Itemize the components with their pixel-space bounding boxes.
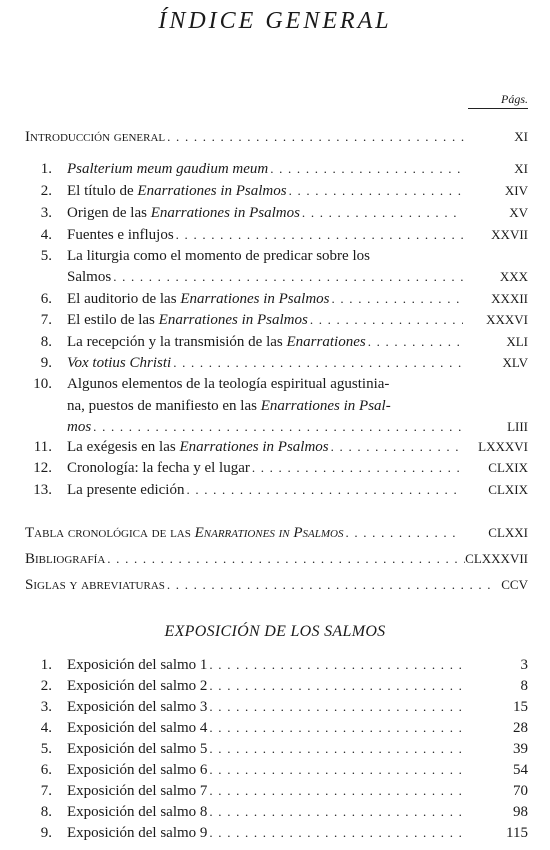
- leader-dots: [310, 310, 463, 330]
- entry-title: El estilo de las Enarrationes in Psalmos: [67, 312, 308, 328]
- leader-dots: [270, 159, 463, 179]
- entry-title: Tabla cronológica de las Enarrationes in Psalmos: [25, 525, 344, 541]
- leader-dots: [176, 225, 463, 245]
- toc-row: [0, 225, 550, 245]
- entry-title: Exposición del salmo 4: [67, 720, 208, 736]
- toc-entry: [67, 823, 463, 843]
- entry-title: Bibliografía: [25, 551, 106, 567]
- toc-row: [0, 289, 550, 309]
- toc-row: [0, 458, 550, 478]
- entry-number: 13.: [33, 482, 52, 498]
- leader-dots: [302, 203, 463, 223]
- entry-number: 1.: [40, 161, 52, 177]
- toc-entry: [67, 437, 463, 457]
- toc-entry: [25, 127, 465, 147]
- toc-entry: [67, 760, 463, 780]
- entry-title-line: na, puestos de manifiesto en las Enarrationes in Psal-: [67, 398, 391, 414]
- entry-title: Siglas y abreviaturas: [25, 577, 165, 593]
- entry-number: 8.: [40, 334, 52, 350]
- toc-entry: [67, 159, 463, 179]
- page-number: 15: [513, 699, 528, 715]
- page-number: CLXIX: [488, 460, 528, 475]
- toc-row: [0, 697, 550, 717]
- leader-dots: [167, 127, 465, 147]
- entry-number: 5.: [40, 741, 52, 757]
- toc-row: [0, 353, 550, 373]
- entry-title: Exposición del salmo 6: [67, 762, 208, 778]
- entry-title: Salmos: [67, 269, 112, 285]
- page-number: CLXXXVII: [465, 551, 528, 566]
- entry-title: Vox totius Christi: [67, 355, 172, 371]
- leader-dots: [368, 332, 463, 352]
- toc-row: [0, 718, 550, 738]
- toc-row: [0, 159, 550, 179]
- page-number: XLI: [506, 334, 528, 349]
- entry-number: 12.: [33, 460, 52, 476]
- entry-number: 4.: [40, 227, 52, 243]
- entry-number: 2.: [40, 183, 52, 199]
- leader-dots: [93, 417, 463, 437]
- leader-dots: [209, 676, 463, 696]
- page-number: 70: [513, 783, 528, 799]
- leader-dots: [209, 655, 463, 675]
- toc-row: [0, 332, 550, 352]
- entry-title: mos: [67, 419, 92, 435]
- toc-intro-row: [0, 127, 550, 147]
- toc-row: [0, 823, 550, 843]
- leader-dots: [209, 760, 463, 780]
- entry-title: Cronología: la fecha y el lugar: [67, 460, 250, 476]
- toc-entry: [67, 676, 463, 696]
- page-number: XXXVI: [486, 312, 528, 327]
- toc-row: [0, 246, 550, 266]
- toc-entry: [67, 655, 463, 675]
- page-number: LXXXVI: [478, 439, 528, 454]
- page-number: XLV: [502, 355, 528, 370]
- page-number: XXX: [499, 269, 528, 284]
- page-number: XIV: [504, 183, 528, 198]
- entry-title: La presente edición: [67, 482, 185, 498]
- toc-entry: [67, 353, 463, 373]
- entry-title: Fuentes e influjos: [67, 227, 174, 243]
- entry-number: 9.: [40, 825, 52, 841]
- page-number: CLXXI: [488, 525, 528, 540]
- entry-number: 9.: [40, 355, 52, 371]
- leader-dots: [113, 267, 463, 287]
- page-number: CCV: [501, 577, 528, 592]
- entry-number: 3.: [40, 205, 52, 221]
- entry-title: Origen de las Enarrationes in Psalmos: [67, 205, 300, 221]
- entry-number: 6.: [40, 762, 52, 778]
- toc-row: [0, 480, 550, 500]
- page-number: 39: [513, 741, 528, 757]
- page-number: CLXIX: [488, 482, 528, 497]
- toc-entry: [67, 332, 463, 352]
- pages-column-label: Págs.: [468, 92, 528, 109]
- leader-dots: [209, 802, 463, 822]
- entry-number: 6.: [40, 291, 52, 307]
- entry-number: 1.: [40, 657, 52, 673]
- page-number: 28: [513, 720, 528, 736]
- toc-entry: [67, 203, 463, 223]
- leader-dots: [173, 353, 463, 373]
- intro-label: Introducción general: [25, 129, 166, 145]
- toc-row-continuation: [0, 396, 550, 416]
- page-title: ÍNDICE GENERAL: [158, 8, 392, 34]
- toc-backmatter-row: [0, 523, 550, 543]
- toc-row: [0, 655, 550, 675]
- toc-entry: [67, 310, 463, 330]
- toc-row: [0, 781, 550, 801]
- toc-row: [0, 739, 550, 759]
- toc-entry: [67, 267, 463, 287]
- entry-number: 4.: [40, 720, 52, 736]
- leader-dots: [209, 718, 463, 738]
- toc-entry: [67, 225, 463, 245]
- toc-row: [0, 310, 550, 330]
- entry-number: 7.: [40, 312, 52, 328]
- toc-entry: [67, 739, 463, 759]
- toc-entry: [67, 417, 463, 437]
- toc-row: [0, 181, 550, 201]
- page-number: 98: [513, 804, 528, 820]
- toc-row: [0, 802, 550, 822]
- entry-title: La recepción y la transmisión de las Enarrationes: [67, 334, 366, 350]
- toc-entry: [25, 549, 465, 569]
- entry-number: 7.: [40, 783, 52, 799]
- leader-dots: [209, 739, 463, 759]
- toc-row-continuation: [0, 267, 550, 287]
- toc-entry: [67, 289, 463, 309]
- page-number: XXXII: [491, 291, 528, 306]
- entry-title-line: Algunos elementos de la teología espiritual agustinia-: [67, 376, 390, 392]
- toc-row: [0, 437, 550, 457]
- leader-dots: [332, 289, 464, 309]
- page-number: XV: [509, 205, 528, 220]
- entry-title: Exposición del salmo 8: [67, 804, 208, 820]
- entry-number: 5.: [40, 248, 52, 264]
- toc-entry: [67, 458, 463, 478]
- entry-number: 3.: [40, 699, 52, 715]
- page-number: XI: [514, 129, 528, 144]
- entry-number: 11.: [33, 439, 52, 455]
- toc-row-continuation: [0, 417, 550, 437]
- toc-entry: [67, 181, 463, 201]
- entry-title: El título de Enarrationes in Psalmos: [67, 183, 287, 199]
- leader-dots: [331, 437, 463, 457]
- toc-row: [0, 374, 550, 394]
- entry-title: Exposición del salmo 9: [67, 825, 208, 841]
- leader-dots: [209, 697, 463, 717]
- toc-entry: [67, 781, 463, 801]
- leader-dots: [209, 823, 463, 843]
- toc-backmatter-row: [0, 549, 550, 569]
- entry-number: 10.: [33, 376, 52, 392]
- leader-dots: [107, 549, 465, 569]
- page-number: 54: [513, 762, 528, 778]
- entry-title: Exposición del salmo 5: [67, 741, 208, 757]
- page-number: 3: [520, 657, 528, 673]
- page-number: XXVII: [491, 227, 528, 242]
- entry-title-line: La liturgia como el momento de predicar sobre los: [67, 248, 370, 264]
- toc-entry: [67, 802, 463, 822]
- toc-entry: [67, 480, 463, 500]
- leader-dots: [209, 781, 463, 801]
- entry-title: El auditorio de las Enarrationes in Psalmos: [67, 291, 330, 307]
- entry-title: Exposición del salmo 3: [67, 699, 208, 715]
- leader-dots: [167, 575, 491, 595]
- toc-entry: [25, 523, 462, 543]
- entry-number: 2.: [40, 678, 52, 694]
- section-title: EXPOSICIÓN DE LOS SALMOS: [164, 623, 386, 640]
- entry-title: Exposición del salmo 2: [67, 678, 208, 694]
- toc-entry: [25, 575, 491, 595]
- leader-dots: [345, 523, 462, 543]
- toc-entry: [67, 697, 463, 717]
- page-number: XI: [514, 161, 528, 176]
- entry-title: Exposición del salmo 1: [67, 657, 208, 673]
- entry-title: Psalterium meum gaudium meum: [67, 161, 269, 177]
- page-number: 115: [506, 825, 528, 841]
- entry-number: 8.: [40, 804, 52, 820]
- toc-entry: [67, 718, 463, 738]
- toc-row: [0, 676, 550, 696]
- page-number: 8: [520, 678, 528, 694]
- toc-row: [0, 203, 550, 223]
- leader-dots: [252, 458, 463, 478]
- leader-dots: [289, 181, 463, 201]
- toc-backmatter-row: [0, 575, 550, 595]
- leader-dots: [186, 480, 463, 500]
- entry-title: Exposición del salmo 7: [67, 783, 208, 799]
- toc-row: [0, 760, 550, 780]
- page-number: LIII: [507, 419, 528, 434]
- entry-title: La exégesis en las Enarrationes in Psalmos: [67, 439, 329, 455]
